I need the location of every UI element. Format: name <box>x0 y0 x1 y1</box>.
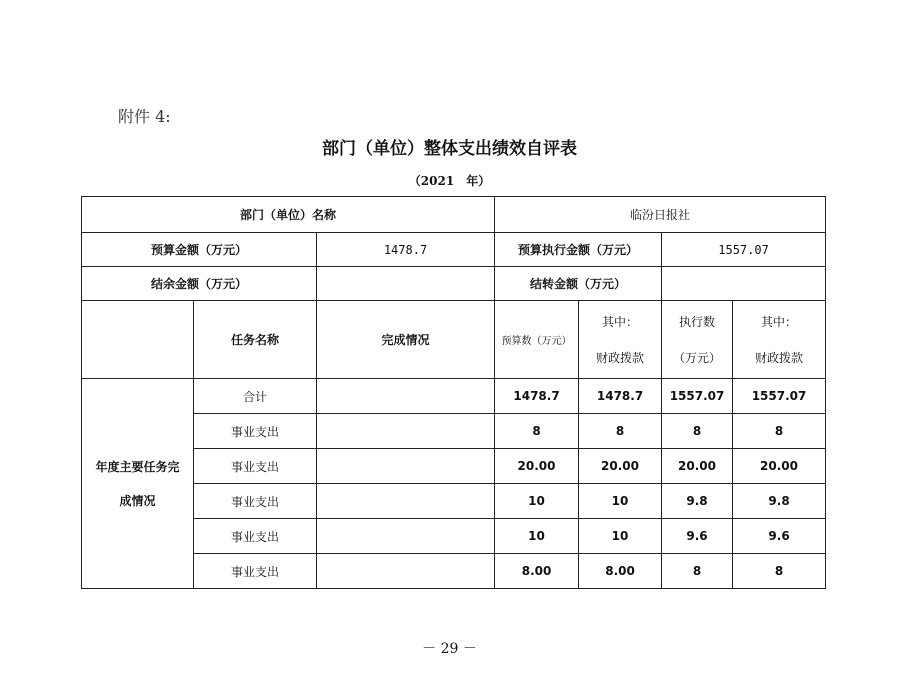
header-budget-fin <box>579 301 662 379</box>
header-blank <box>82 301 194 379</box>
task-name: 事业支出 <box>194 414 317 449</box>
task-header-row <box>82 301 826 379</box>
task-exec-fin: 8 <box>733 414 826 449</box>
balance-row <box>82 267 826 301</box>
header-task: 任务名称 <box>194 301 317 379</box>
header-exec-line2: （万元） <box>673 350 722 365</box>
task-completion <box>317 449 495 484</box>
task-exec-fin: 9.6 <box>733 519 826 554</box>
task-budget-fin: 8 <box>579 414 662 449</box>
header-budget: 预算数（万元） <box>495 301 579 379</box>
task-budget-fin: 1478.7 <box>579 379 662 414</box>
task-budget: 8 <box>495 414 579 449</box>
attachment-label: 附件 4: <box>118 107 171 126</box>
performance-table <box>81 196 826 589</box>
dept-label: 部门（单位）名称 <box>82 197 495 233</box>
carry-value <box>662 267 826 301</box>
task-name: 事业支出 <box>194 449 317 484</box>
header-exec-fin-line1: 其中： <box>761 314 798 329</box>
task-budget: 1478.7 <box>495 379 579 414</box>
task-budget: 20.00 <box>495 449 579 484</box>
task-name: 事业支出 <box>194 554 317 589</box>
table-row <box>82 554 826 589</box>
task-completion <box>317 414 495 449</box>
task-budget: 10 <box>495 484 579 519</box>
table-row <box>82 379 826 414</box>
document-year: （2021 年） <box>408 174 491 188</box>
task-exec-fin: 1557.07 <box>733 379 826 414</box>
section-label-line2: 成情况 <box>119 493 156 508</box>
task-exec: 9.8 <box>662 484 733 519</box>
carry-label: 结转金额（万元） <box>495 267 662 301</box>
table-row <box>82 519 826 554</box>
task-budget: 8.00 <box>495 554 579 589</box>
balance-label: 结余金额（万元） <box>82 267 317 301</box>
task-name: 合计 <box>194 379 317 414</box>
budget-row <box>82 233 826 267</box>
exec-value: 1557.07 <box>662 233 826 267</box>
task-exec-fin: 8 <box>733 554 826 589</box>
table-row <box>82 449 826 484</box>
task-exec: 20.00 <box>662 449 733 484</box>
task-budget-fin: 8.00 <box>579 554 662 589</box>
header-exec-fin <box>733 301 826 379</box>
header-exec-fin-line2: 财政拨款 <box>755 350 804 365</box>
task-completion <box>317 554 495 589</box>
budget-label: 预算金额（万元） <box>82 233 317 267</box>
section-label <box>82 379 194 589</box>
task-budget-fin: 20.00 <box>579 449 662 484</box>
section-label-line1: 年度主要任务完 <box>95 459 180 474</box>
task-completion <box>317 484 495 519</box>
header-exec <box>662 301 733 379</box>
budget-value: 1478.7 <box>317 233 495 267</box>
task-completion <box>317 379 495 414</box>
table-row <box>82 414 826 449</box>
task-name: 事业支出 <box>194 484 317 519</box>
table-row <box>82 484 826 519</box>
task-completion <box>317 519 495 554</box>
header-budget-fin-line2: 财政拨款 <box>596 350 645 365</box>
page-number: － 29 － <box>422 641 477 657</box>
task-exec-fin: 9.8 <box>733 484 826 519</box>
header-completion: 完成情况 <box>317 301 495 379</box>
task-exec: 1557.07 <box>662 379 733 414</box>
header-budget-fin-line1: 其中： <box>602 314 639 329</box>
header-exec-line1: 执行数 <box>679 314 716 329</box>
task-exec-fin: 20.00 <box>733 449 826 484</box>
dept-value: 临汾日报社 <box>495 197 826 233</box>
task-budget-fin: 10 <box>579 484 662 519</box>
balance-value <box>317 267 495 301</box>
task-exec: 8 <box>662 414 733 449</box>
task-exec: 8 <box>662 554 733 589</box>
exec-label: 预算执行金额（万元） <box>495 233 662 267</box>
dept-row <box>82 197 826 233</box>
document-title: 部门（单位）整体支出绩效自评表 <box>322 139 577 159</box>
task-budget: 10 <box>495 519 579 554</box>
task-exec: 9.6 <box>662 519 733 554</box>
task-budget-fin: 10 <box>579 519 662 554</box>
task-name: 事业支出 <box>194 519 317 554</box>
